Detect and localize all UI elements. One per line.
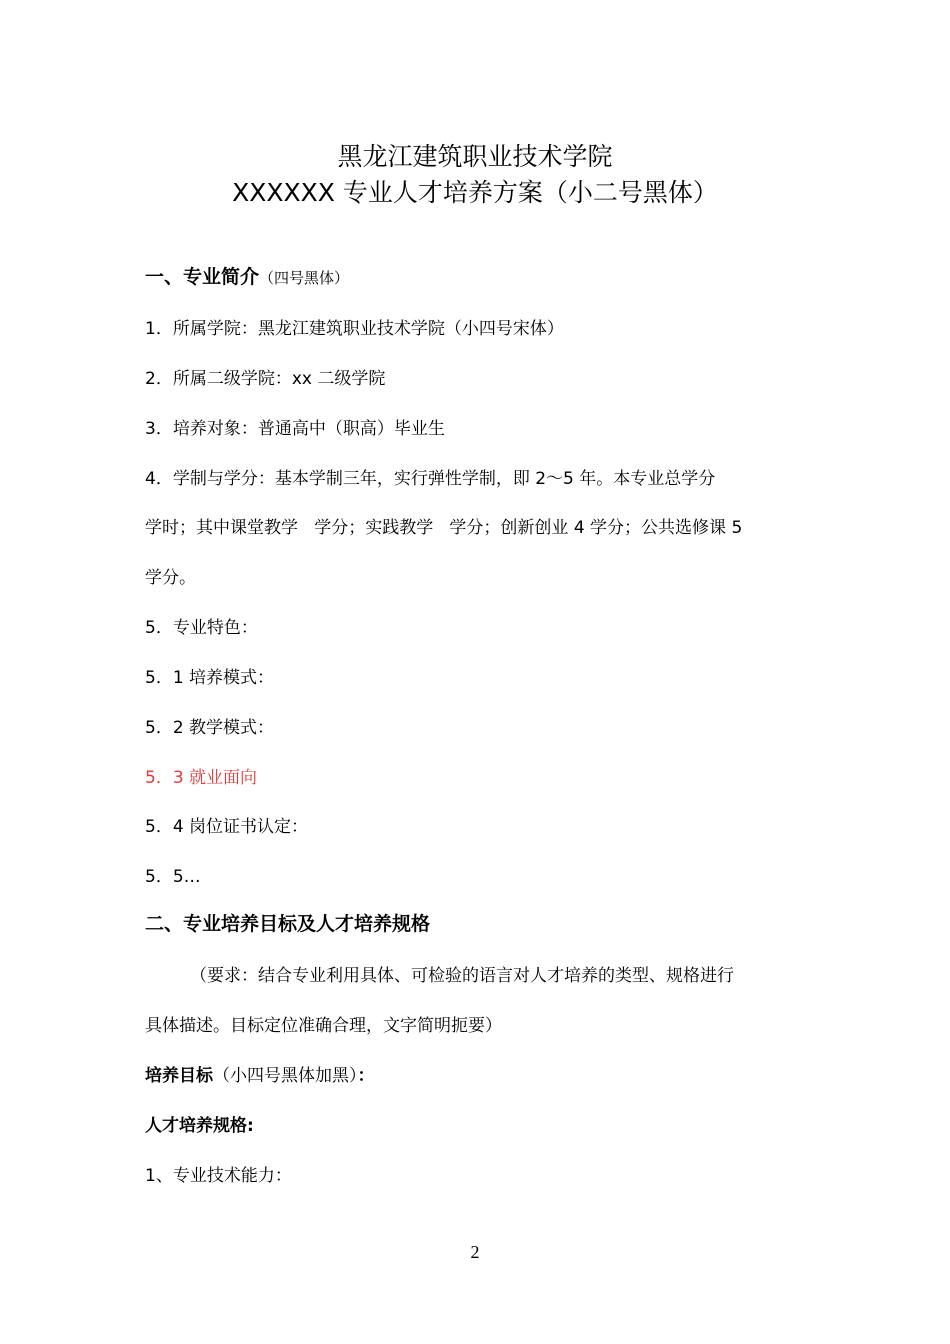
features-label: 5．专业特色： (145, 618, 258, 638)
section2-heading: 二、专业培养目标及人才培养规格 (145, 913, 431, 935)
intro-item-target: 3．培养对象：普通高中（职高）毕业生 (145, 419, 445, 439)
document-title-line1: 黑龙江建筑职业技术学院 (337, 142, 613, 171)
spec-item-technical: 1、专业技术能力： (145, 1166, 292, 1186)
features-employment: 5．3 就业面向 (145, 768, 258, 788)
features-teaching-mode: 5．2 教学模式： (145, 718, 275, 738)
section1-heading-text: 一、专业简介 (145, 266, 260, 288)
goal-label: 培养目标 (145, 1066, 213, 1086)
goal-colon: ： (357, 1066, 375, 1086)
features-more: 5．5… (145, 867, 201, 887)
intro-item-credits-line2: 学时；其中课堂教学 学分；实践教学 学分；创新创业 4 学分；公共选修课 5 (145, 518, 743, 538)
intro-item-credits-line3: 学分。 (145, 568, 196, 588)
section2-requirement-line1: （要求：结合专业利用具体、可检验的语言对人才培养的类型、规格进行 (190, 966, 734, 986)
section1-heading (145, 266, 349, 289)
section1-heading-note: （四号黑体） (259, 269, 350, 287)
document-title-line2: XXXXXX 专业人才培养方案（小二号黑体） (232, 178, 718, 207)
intro-item-college: 1．所属学院：黑龙江建筑职业技术学院（小四号宋体） (145, 319, 564, 339)
page-number: 2 (470, 1242, 480, 1262)
goal-note: （小四号黑体加黑） (213, 1066, 358, 1086)
goal-row (145, 1065, 375, 1087)
section2-requirement-line2: 具体描述。目标定位准确合理，文字简明扼要） (145, 1016, 502, 1036)
features-certificates: 5．4 岗位证书认定： (145, 817, 309, 837)
spec-label: 人才培养规格: (145, 1116, 254, 1136)
intro-item-credits-line1: 4．学制与学分：基本学制三年，实行弹性学制，即 2～5 年。本专业总学分 (145, 469, 716, 489)
features-training-mode: 5．1 培养模式： (145, 668, 275, 688)
intro-item-sub-college: 2．所属二级学院：xx 二级学院 (145, 369, 386, 389)
